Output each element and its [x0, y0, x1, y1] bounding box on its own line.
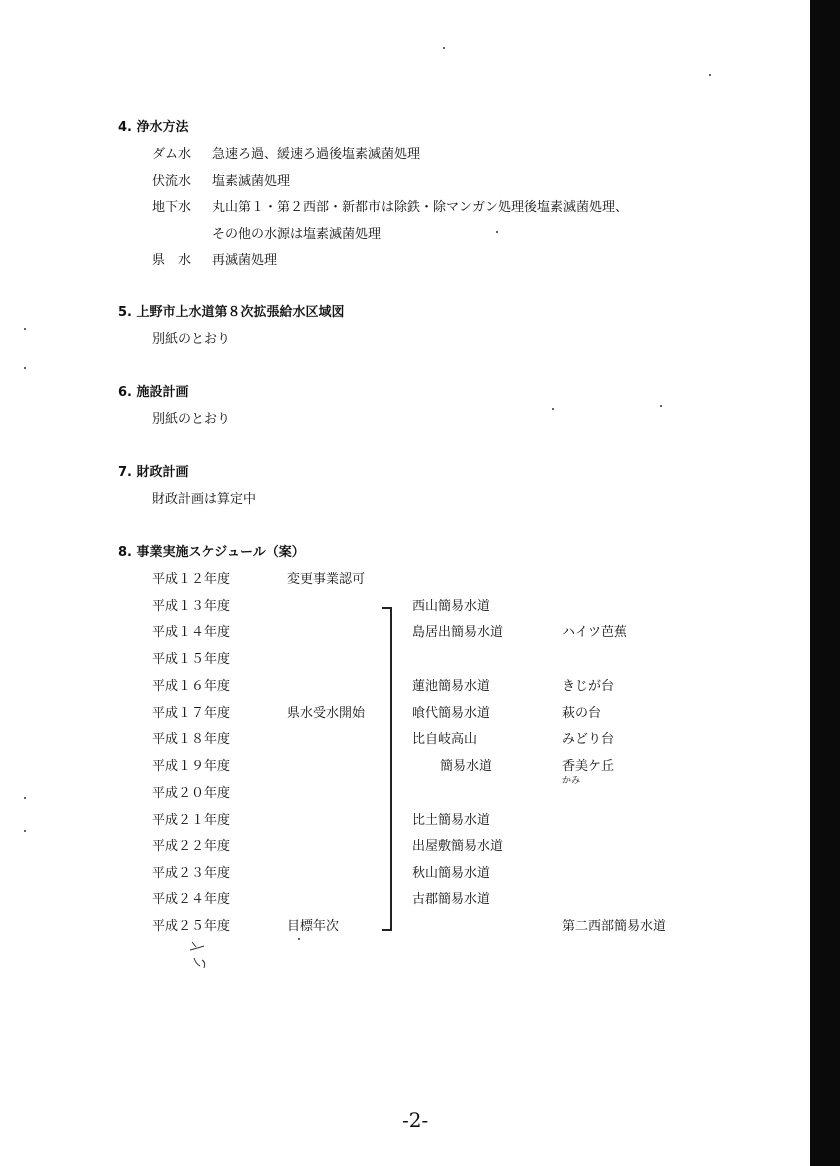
other-system: きじが台 [562, 679, 615, 694]
schedule-year: 平成１６年度 [152, 679, 231, 694]
page-number: -2- [402, 1108, 429, 1132]
section-heading-facility-plan: 6. 施設計画 [118, 385, 189, 400]
handwritten-mark [186, 938, 216, 970]
schedule-event: 変更事業認可 [287, 572, 366, 587]
section-heading-purification: 4. 浄水方法 [118, 120, 189, 135]
section-body: 財政計画は算定中 [152, 492, 257, 507]
scan-speck [496, 231, 498, 233]
row-label: 伏流水 [152, 174, 192, 189]
other-system: 香美ケ丘 [562, 759, 615, 774]
section-heading-area-map: 5. 上野市上水道第８次拡張給水区域図 [118, 305, 345, 320]
schedule-year: 平成２０年度 [152, 786, 231, 801]
scan-edge-bar [810, 0, 840, 1166]
scan-speck [443, 47, 445, 49]
row-text: その他の水源は塩素滅菌処理 [212, 227, 382, 242]
section-body: 別紙のとおり [152, 332, 231, 347]
schedule-year: 平成２４年度 [152, 892, 231, 907]
water-system: 比自岐高山 [412, 732, 478, 747]
schedule-bracket [382, 607, 392, 931]
row-text: 再滅菌処理 [212, 253, 278, 268]
scan-speck [24, 797, 26, 799]
water-system: 島居出簡易水道 [412, 625, 504, 640]
schedule-event: 目標年次 [287, 919, 340, 934]
other-system: 萩の台 [562, 706, 602, 721]
scan-speck [660, 405, 662, 407]
water-system: 蓮池簡易水道 [412, 679, 491, 694]
schedule-event: 県水受水開始 [287, 706, 366, 721]
water-system: 比土簡易水道 [412, 813, 491, 828]
schedule-year: 平成１２年度 [152, 572, 231, 587]
schedule-year: 平成１４年度 [152, 625, 231, 640]
schedule-year: 平成１３年度 [152, 599, 231, 614]
row-text: 丸山第１・第２西部・新都市は除鉄・除マンガン処理後塩素滅菌処理、 [212, 200, 629, 215]
scan-speck [24, 367, 26, 369]
scan-speck [24, 328, 26, 330]
section-body: 別紙のとおり [152, 412, 231, 427]
row-text: 塩素滅菌処理 [212, 174, 291, 189]
schedule-year: 平成２２年度 [152, 839, 231, 854]
water-system: 秋山簡易水道 [412, 866, 491, 881]
scan-speck [552, 408, 554, 410]
schedule-year: 平成１９年度 [152, 759, 231, 774]
scan-speck [298, 938, 300, 940]
schedule-year: 平成１７年度 [152, 706, 231, 721]
section-heading-schedule: 8. 事業実施スケジュール（案） [118, 545, 305, 560]
water-system: 古郡簡易水道 [412, 892, 491, 907]
water-system: 簡易水道 [440, 759, 493, 774]
ruby-annotation: かみ [562, 776, 581, 786]
water-system: 西山簡易水道 [412, 599, 491, 614]
schedule-year: 平成２１年度 [152, 813, 231, 828]
row-label: 県 水 [152, 253, 192, 268]
section-heading-finance-plan: 7. 財政計画 [118, 465, 189, 480]
scan-speck [709, 74, 711, 76]
schedule-year: 平成１８年度 [152, 732, 231, 747]
other-system: ハイツ芭蕉 [562, 625, 628, 640]
schedule-year: 平成２３年度 [152, 866, 231, 881]
water-system: 喰代簡易水道 [412, 706, 491, 721]
row-label: 地下水 [152, 200, 192, 215]
other-system: みどり台 [562, 732, 615, 747]
row-text: 急速ろ過、緩速ろ過後塩素滅菌処理 [212, 147, 421, 162]
schedule-year: 平成１５年度 [152, 652, 231, 667]
schedule-year: 平成２５年度 [152, 919, 231, 934]
row-label: ダム水 [152, 147, 192, 162]
water-system: 出屋敷簡易水道 [412, 839, 504, 854]
scan-speck [24, 830, 26, 832]
other-system: 第二西部簡易水道 [562, 919, 667, 934]
